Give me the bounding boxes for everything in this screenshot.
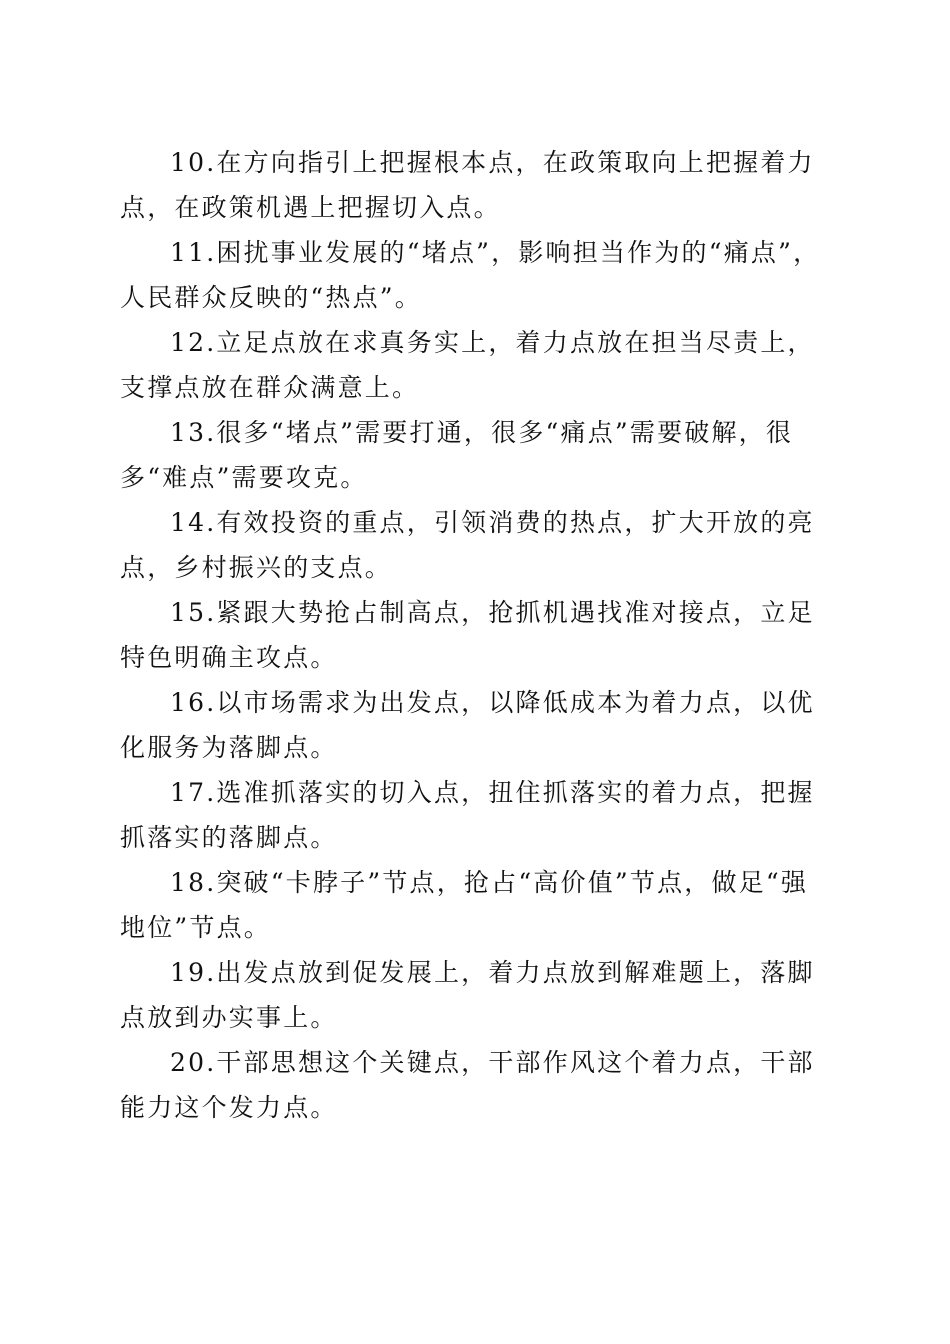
document-body bbox=[120, 140, 825, 1130]
paragraph-18: 18.突破“卡脖子”节点，抢占“高价值”节点，做足“强地位”节点。 bbox=[120, 868, 809, 942]
paragraph-14: 14.有效投资的重点，引领消费的热点，扩大开放的亮点，乡村振兴的支点。 bbox=[120, 508, 815, 582]
paragraph-11: 11.困扰事业发展的“堵点”，影响担当作为的“痛点”，人民群众反映的“热点”。 bbox=[120, 238, 821, 312]
paragraph-12: 12.立足点放在求真务实上，着力点放在担当尽责上，支撑点放在群众满意上。 bbox=[120, 328, 815, 402]
paragraph-13: 13.很多“堵点”需要打通，很多“痛点”需要破解，很多“难点”需要攻克。 bbox=[120, 418, 794, 492]
paragraph-20: 20.干部思想这个关键点，干部作风这个着力点，干部能力这个发力点。 bbox=[120, 1048, 815, 1122]
paragraph-15: 15.紧跟大势抢占制高点，抢抓机遇找准对接点，立足特色明确主攻点。 bbox=[120, 598, 815, 672]
paragraph-17: 17.选准抓落实的切入点，扭住抓落实的着力点，把握抓落实的落脚点。 bbox=[120, 778, 815, 852]
paragraph-10: 10.在方向指引上把握根本点，在政策取向上把握着力点，在政策机遇上把握切入点。 bbox=[120, 148, 815, 222]
paragraph-16: 16.以市场需求为出发点，以降低成本为着力点，以优化服务为落脚点。 bbox=[120, 688, 815, 762]
paragraph-19: 19.出发点放到促发展上，着力点放到解难题上，落脚点放到办实事上。 bbox=[120, 958, 815, 1032]
